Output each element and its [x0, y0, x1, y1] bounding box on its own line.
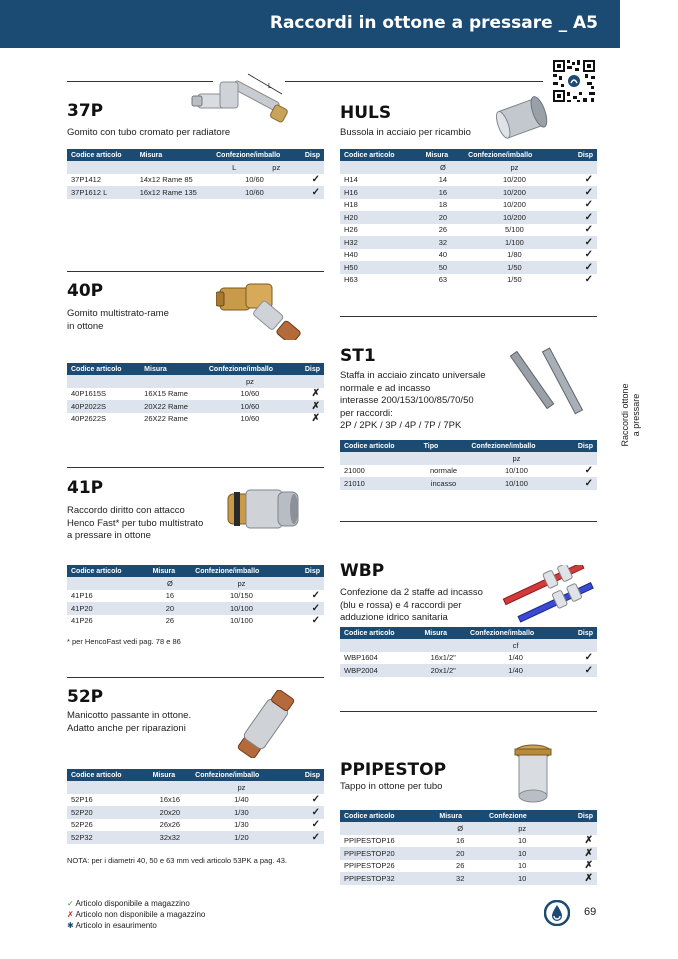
unit-label: pz: [191, 781, 292, 794]
sleeve-fitting-image: [226, 690, 306, 758]
asterisk-icon: ✱: [67, 921, 74, 930]
product-code-wbp: WBP: [340, 561, 385, 581]
side-tab: [620, 365, 678, 465]
page-header: [0, 0, 620, 48]
col-header: Misura: [136, 149, 212, 161]
check-icon: ✓: [565, 261, 597, 274]
table-row: 52P16 16x16 1/40 ✓: [67, 794, 324, 807]
table-row: 40P2622S 26X22 Rame 10/60 ✗: [67, 413, 324, 426]
col-header: Confezione/imballo: [467, 440, 565, 452]
product-desc-41p: Raccordo diritto con attacco Henco Fast* per tubo multistrato a pressare in ottone: [67, 505, 204, 541]
legend-available: Articolo disponibile a magazzino: [75, 899, 190, 908]
table-row: 52P26 26x26 1/30 ✓: [67, 819, 324, 832]
check-icon: ✓: [311, 590, 320, 602]
table-row: H26 26 5/100 ✓: [340, 224, 597, 237]
check-icon: ✓: [565, 664, 597, 677]
check-icon: ✓: [311, 794, 320, 806]
table-row: 40P2022S 20X22 Rame 10/60 ✗: [67, 400, 324, 413]
divider: [340, 711, 597, 712]
check-icon: ✓: [584, 249, 593, 261]
table-row: H32 32 1/100 ✓: [340, 236, 597, 249]
straight-fitting-image: [226, 486, 302, 532]
check-icon: ✓: [584, 465, 593, 477]
col-header: Confezione/imballo: [191, 769, 292, 781]
table-row: 21000 normale 10/100 ✓: [340, 465, 597, 478]
unit-label: Ø: [422, 161, 465, 174]
product-code-40p: 40P: [67, 281, 104, 301]
table-41p: [67, 565, 324, 627]
table-37p: [67, 149, 324, 199]
table-40p: [67, 363, 324, 425]
table-row: PPIPESTOP26 26 10 ✗: [340, 860, 597, 873]
col-header: Disp: [292, 769, 324, 781]
pipe-stop-image: [508, 740, 558, 806]
note-41p: * per HencoFast vedi pag. 78 e 86: [67, 637, 181, 646]
bracket-image: [510, 338, 590, 422]
cross-icon: ✗: [311, 388, 320, 400]
check-icon: ✓: [584, 652, 593, 664]
cross-icon: ✗: [584, 835, 593, 847]
check-icon: ✓: [584, 199, 593, 211]
product-desc-52p: Manicotto passante in ottone. Adatto anche per riparazioni: [67, 710, 192, 734]
col-header: Disp: [559, 810, 597, 822]
check-icon: ✓: [311, 174, 320, 186]
table-ppipestop: [340, 810, 597, 885]
product-code-37p: 37P: [67, 101, 104, 121]
col-header: Misura: [435, 810, 485, 822]
table-row: 41P26 26 10/100 ✓: [67, 615, 324, 628]
table-row: 37P1612 L 16x12 Rame 135 10/60 ✓: [67, 186, 324, 199]
product-code-52p: 52P: [67, 687, 104, 707]
col-header: Codice articolo: [340, 627, 420, 639]
check-icon: ✓: [311, 819, 320, 831]
table-row: H20 20 10/200 ✓: [340, 211, 597, 224]
table-row: 52P20 20x20 1/30 ✓: [67, 806, 324, 819]
table-row: 40P1615S 16X15 Rame 10/60 ✗: [67, 388, 324, 401]
col-header: Codice articolo: [340, 810, 435, 822]
unit-label: pz: [205, 375, 295, 388]
col-header: Confezione: [485, 810, 559, 822]
table-row: PPIPESTOP20 20 10 ✗: [340, 847, 597, 860]
product-desc-40p: Gomito multistrato-rame in ottone: [67, 308, 169, 332]
col-header: Misura: [149, 769, 192, 781]
divider: [67, 467, 324, 468]
check-icon: ✓: [292, 831, 324, 844]
page-number: 69: [584, 906, 597, 918]
check-icon: ✓: [565, 211, 597, 224]
unit-label: pz: [485, 822, 559, 835]
cross-icon: ✗: [311, 413, 320, 425]
unit-label: pz: [467, 452, 565, 465]
check-icon: ✓: [297, 186, 324, 199]
check-icon: ✓: [292, 806, 324, 819]
col-header: Disp: [565, 149, 597, 161]
table-row: H16 16 10/200 ✓: [340, 186, 597, 199]
table-huls: [340, 149, 597, 286]
table-row: H50 50 1/50 ✓: [340, 261, 597, 274]
col-header: Codice articolo: [67, 769, 149, 781]
col-header: Tipo: [420, 440, 468, 452]
table-row: WBP1604 16x1/2" 1/40 ✓: [340, 652, 597, 665]
unit-label: pz: [464, 161, 565, 174]
table-row: H63 63 1/50 ✓: [340, 274, 597, 287]
table-row: 21010 incasso 10/100 ✓: [340, 477, 597, 490]
col-header: Codice articolo: [67, 363, 140, 375]
table-wbp: [340, 627, 597, 677]
table-st1: [340, 440, 597, 490]
col-header: Codice articolo: [340, 149, 422, 161]
check-icon: ✓: [311, 615, 320, 627]
table-row: 41P16 16 10/150 ✓: [67, 590, 324, 603]
col-header: Confezione/imballo: [205, 363, 295, 375]
cross-icon: ✗: [559, 872, 597, 885]
col-header: Disp: [565, 627, 597, 639]
table-row: 52P32 32x32 1/20 ✓: [67, 831, 324, 844]
col-header: Disp: [297, 149, 324, 161]
check-icon: ✓: [584, 274, 593, 286]
check-icon: ✓: [584, 174, 593, 186]
check-icon: ✓: [565, 477, 597, 490]
elbow-fitting-40p-image: [216, 278, 316, 340]
legend: [67, 898, 205, 931]
col-header: Confezione/imballo: [464, 149, 565, 161]
cross-icon: ✗: [584, 860, 593, 872]
divider: [67, 677, 324, 678]
col-header: Disp: [295, 363, 324, 375]
side-tab-line2: a pressare: [631, 393, 641, 437]
brand-logo-icon: [544, 900, 570, 926]
table-row: H40 40 1/80 ✓: [340, 249, 597, 262]
unit-label: Ø: [435, 822, 485, 835]
check-icon: ✓: [565, 236, 597, 249]
col-header: Misura: [422, 149, 465, 161]
check-icon: ✓: [565, 186, 597, 199]
col-header: Disp: [292, 565, 324, 577]
col-header: Misura: [420, 627, 466, 639]
product-desc-wbp: Confezione da 2 staffe ad incasso (blu e rossa) e 4 raccordi per adduzione idrico sanitaria: [340, 587, 483, 623]
cross-icon: ✗: [559, 847, 597, 860]
check-icon: ✓: [292, 602, 324, 615]
legend-depleting: Articolo in esaurimento: [75, 921, 157, 930]
table-row: WBP2004 20x1/2" 1/40 ✓: [340, 664, 597, 677]
page-title: Raccordi in ottone a pressare _ A5: [269, 13, 598, 33]
unit-label: Ø: [149, 577, 192, 590]
cross-icon: ✗: [67, 910, 74, 919]
table-row: H14 14 10/200 ✓: [340, 174, 597, 187]
legend-unavailable: Articolo non disponibile a magazzino: [75, 910, 206, 919]
col-header: Codice articolo: [67, 149, 136, 161]
elbow-fitting-image: [190, 68, 300, 130]
table-52p: [67, 769, 324, 844]
table-row: H18 18 10/200 ✓: [340, 199, 597, 212]
wall-plate-kit-image: [502, 565, 598, 625]
table-row: PPIPESTOP32 32 10 ✗: [340, 872, 597, 885]
product-desc-st1: Staffa in acciaio zincato universale normale e ad incasso interasse 200/153/100/85/70/50 per raccordi: 2P / 2PK / 3P / 4P / 7P / 7PK: [340, 370, 486, 431]
table-row: 41P20 20 10/100 ✓: [67, 602, 324, 615]
check-icon: ✓: [584, 224, 593, 236]
table-row: PPIPESTOP16 16 10 ✗: [340, 835, 597, 848]
table-row: 37P1412 14x12 Rame 85 10/60 ✓: [67, 174, 324, 187]
dimension-label-l: L: [268, 83, 272, 90]
col-header: Misura: [140, 363, 205, 375]
product-code-41p: 41P: [67, 478, 104, 498]
unit-label: pz: [191, 577, 292, 590]
product-desc-ppipestop: Tappo in ottone per tubo: [340, 781, 443, 792]
unit-label: cf: [466, 639, 565, 652]
steel-bush-image: [492, 92, 552, 144]
note-52p: NOTA: per i diametri 40, 50 e 63 mm vedi articolo 53PK a pag. 43.: [67, 856, 287, 865]
product-desc-huls: Bussola in acciaio per ricambio: [340, 127, 471, 138]
cross-icon: ✗: [295, 400, 324, 413]
col-header: Codice articolo: [340, 440, 420, 452]
qr-code-icon[interactable]: [551, 58, 597, 104]
product-code-ppipestop: PPIPESTOP: [340, 760, 447, 780]
col-header: Confezione/imballo: [191, 565, 292, 577]
product-code-huls: HULS: [340, 103, 392, 123]
divider: [67, 271, 324, 272]
product-desc-37p: Gomito con tubo cromato per radiatore: [67, 127, 231, 138]
divider: [340, 316, 597, 317]
unit-label: L pz: [212, 161, 297, 174]
col-header: Confezione/imballo: [466, 627, 565, 639]
divider: [340, 521, 597, 522]
col-header: Codice articolo: [67, 565, 149, 577]
col-header: Disp: [565, 440, 597, 452]
product-code-st1: ST1: [340, 346, 376, 366]
check-icon: ✓: [67, 899, 74, 908]
col-header: Misura: [149, 565, 192, 577]
col-header: Confezione/imballo: [212, 149, 297, 161]
side-tab-line1: Raccordi ottone: [620, 383, 630, 447]
divider: [285, 81, 543, 82]
